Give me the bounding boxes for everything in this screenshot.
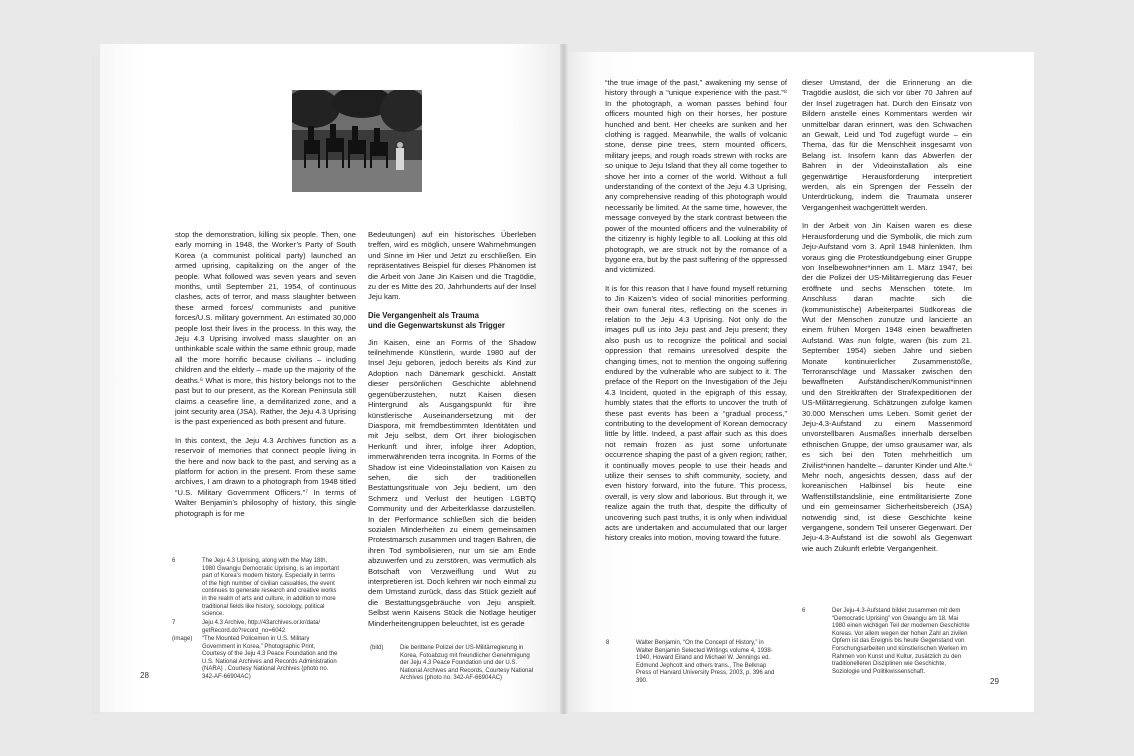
section-heading-line2: und die Gegenwartskunst als Trigger <box>368 321 505 331</box>
footnote-number: 6 <box>172 558 176 564</box>
right-col-english <box>605 78 787 552</box>
book-spine <box>560 44 568 714</box>
page-edges-left <box>92 56 100 714</box>
left-col2-para-1: Bedeutungen) auf ein historisches Überleben treffen, wird es möglich, unsere Wahrnehmungen und Sinne im Hier und Jetzt zu erschließen. Ein repräsentatives Beispiel für dieses Phänomen ist die Arbeit von Jane Jin Kaisen und die Tragödie, zu der es Mitte des 20. Jahrhunderts auf der Insel Jeju kam. <box>368 230 536 302</box>
left-col-english <box>175 230 356 527</box>
right-col2-para-2: In der Arbeit von Jin Kaisen waren es diese Herausforderung und die Symbolik, die mich zum Jeju-Aufstand vom 3. April 1948 hinlenkten. Ihm voraus ging die Protestkundgebung einer Gruppe von Inselbewohner*innen am 1. März 1947, bei der die Polizei der US-Militärregierung das Feuer eröffnete und sechs Menschen tötete. Im Anschluss daran machte sich die (kommunistische) Arbeiterpartei Südkoreas die Wut der Menschen zunutze und lancierte an einem frühen Morgen 1948 einen bewaffneten Aufstand. Was nun folgte, waren (bis zum 21. September 1954) sieben Jahre und sieben Monate kontinuierlicher Zusammenstöße, Terroranschläge und Massaker zwischen den bewaffneten Aufständischen/Kommunist*innen und den Streitkräften der Strafexpeditionen der US-Militärregierung. Schätzungen zufolge kamen 30.000 Menschen ums Leben. Somit geriet der Jeju-4.3-Aufstand zu einem Massenmord unvorstellbaren Ausmaßes innerhalb derselben ethnischen Gruppe, der umso grausamer war, als es sich bei den Toten mehrheitlich um Zivilist*innen handelte – darunter Kinder und Alte.⁶ Mehr noch, angesichts dessen, dass auf der koreanischen Halbinsel bis heute eine Waffenstillstandslinie, eine entmilitarisierte Zone und ein gemeinsamer Sicherheitsbereich (JSA) notwendig sind, ist diese Geschichte keine vergangene, sondern Teil unserer Gegenwart. Der Jeju-4.3-Aufstand ist die sowohl als Gegenwart wie auch Zukunft erlebte Vergangenheit. <box>802 221 972 553</box>
right-col-german <box>802 78 972 562</box>
left-col1-para-2: In this context, the Jeju 4.3 Archives function as a reservoir of memories that connect people living in the here and now back to the past, and serving as a platform for action in the present. From these same archives, I am drawn to a photograph from 1948 titled “U.S. Military Government Officers.”⁷ In terms of Walter Benjamin’s philosophy of history, this single photograph is for me <box>175 435 356 518</box>
image-credit <box>172 636 362 686</box>
footnote-6-german <box>802 608 972 688</box>
footnote-text: The Jeju 4.3 Uprising, along with the May 18th, 1980 Gwangju Democratic Uprising, is an important part of Korea’s modern history. Especially in terms of the high number of civilian casualties, the event continues to generate research and creative works in the realm of arts and culture, in addition to more traditional fields like history, sociology, political science. <box>202 558 340 618</box>
historical-photo-mounted-police <box>292 90 422 192</box>
footnote-number: 6 <box>802 608 806 614</box>
footnote-7 <box>172 620 362 636</box>
section-heading <box>368 311 536 332</box>
right-col1-para-2: It is for this reason that I have found myself returning to Jin Kaizen’s video of social minorities performing their own funeral rites, reflecting on the scenes in relation to the Jeju 4.3 Uprising. Not only do the images pull us into Jeju past and Jeju present; they also push us to recognize the political and social oppression that remains unresolved despite the changing times, not to mention the ongoing suffering endured by the vulnerable who are subject to it. The preface of the Report on the Investigation of the Jeju 4.3 Incident, quoted in the epigraph of this essay, humbly states that the efforts to uncover the truth of these past events has been a “gradual process,” contributing to the development of Korean democracy little by little. Indeed, a past affair such as this does not remain frozen as just some unfortunate occurrence shaping the past of a given region; rather, it continually moves people to use their heads and utilize their senses to shift community, society, and even history forward, into the future. This process, overall, is very slow and laborious. But through it, we realize again the truth that, despite the difficulty of uncovering such past truths, it is only when individual acts are undertaken and accumulated that our larger history creaks into motion, moving toward the future. <box>605 283 787 543</box>
page-number-right: 29 <box>990 677 999 686</box>
right-col1-para-1: “the true image of the past,” awakening my sense of history through a “unique experience with the past.”⁸ In the photograph, a woman passes behind four officers mounted high on their horses, her posture hunched and bent. Her cheeks are sunken and her clothing is ragged. Meanwhile, the walls of volcanic stone, dense pine trees, stern mounted officers, military jeeps, and rough roads strewn with rocks are so unique to Jeju Island that they all come together to shove her into a corner of the world. Without a full understanding of the context of the Jeju 4.3 Uprising, any comprehensive reading of this photograph would necessarily be limited. At the same time, however, the message conveyed by the stark contrast between the power of the mounted officers and the vulnerability of the citizenry is highly legible to all. Looking at this old photograph, we are struck not by the romance of a bygone era, but by the past suffering of the oppressed and victimized. <box>605 78 787 275</box>
footnote-text: “The Mounted Policemen in U.S. Military Government in Korea,” Photographic Print, Courtesy of the Jeju 4.3 Peace Foundation and the U.S. National Archives and Records Administration (NARA) , Courtesy National Archives (photo no. 342-AF-66904AC) <box>202 636 338 680</box>
left-col2-para-2: Jin Kaisen, eine an Forms of the Shadow teilnehmende Künstlerin, wurde 1980 auf der Insel Jeju geboren, jedoch bereits als Kind zur Adoption nach Dänemark geschickt. Anstatt dieser persönlichen Geschichte ablehnend gegenüberzustehen, nutzt Kaisen diesen Hintergrund als Ausgangspunkt für ihre künstlerische Auseinandersetzung mit der Diaspora, mit fremdbestimmten Identitäten und mit Jeju selbst, dem Ort ihrer biologischen Herkunft und ihrer, infolge ihrer Adoption, immerwährenden terra incognita. In Forms of the Shadow ist eine Videoinstallation von Kaisen zu sehen, die sich der traditionellen Bestattungsrituale von Jeju bedient, um den Schmerz und Verlust der heutigen LGBTQ Community und der Arbeiterklasse darzustellen. In der Performance schließen sich die beiden sozialen Minderheiten zu einem gemeinsamen Protestmarsch zusammen und tragen Bahren, die ihren Tod symbolisieren, nur um sie am Ende abzuwerfen und zu zerstören, was vermutlich als Botschaft von Verzweiflung und Wut zu interpretieren ist. Doch kehren wir noch einmal zu dem Umstand zurück, dass das Stück gezielt auf die Bestattungsgebräuche von Jeju anspielt. Selbst wenn Kaisens Stück die Notlage heutiger Minderheitengruppen beleuchtet, ist es gerade <box>368 337 536 628</box>
footnote-text: Walter Benjamin, “On the Concept of History,” in Walter Benjamin Selected Writings volume 4, 1938-1940, Howard Eiland and Michael W. Jennings ed. Edmund Jephcott and others trans., The Belknap Press of Harvard University Press, 2003, p. 396 and 390. <box>636 640 775 684</box>
caption-number: (bild) <box>370 645 384 651</box>
footnote-number: 7 <box>172 620 176 626</box>
footnote-6 <box>172 558 362 618</box>
left-col1-para-1: stop the demonstration, killing six people. Then, one early morning in 1948, the Worker’s Party of South Korea (a communist political party) launched an armed uprising, capitalizing on the anger of the people. What followed was seven years and seven months, until September 21, 1954, of continuous clashes, acts of terror, and mass slaughter between these armed forces/ communists and punitive forces/U.S. military government. An estimated 30,000 people lost their lives in the process. In this way, the Jeju 4.3 Uprising involved mass slaughter on an unthinkable scale within the same ethnic group, made all the more horrific because civilians – including children and the elderly – made up the majority of the deaths.⁶ What is more, this history belongs not to the past but to our present, as the Korean Peninsula still claims a ceasefire line, a demilitarized zone, and a joint security area (JSA). Rather, the Jeju 4.3 Uprising is the past experienced as both present and future. <box>175 230 356 427</box>
footnote-number: (image) <box>172 636 193 642</box>
right-col2-para-1: dieser Umstand, der die Erinnerung an die Tragödie auslöst, die sich vor über 70 Jahren auf der Insel zugetragen hat. Durch den Einsatz von Bildern anstelle eines Kommentars werden wir unmittelbar daran erinnert, was den Schwachen an Gewalt, Leid und Tod zugefügt wurde – ein Thema, das für die Menschheit insgesamt von Belang ist. Insofern kann das Abwerfen der Bahren in der Videoinstallation als eine gegenwärtige Herausforderung interpretiert werden, als ein Sprengen der Fesseln der Unterdrückung, indem die Traumata unserer Vergangenheit wachgerüttelt werden. <box>802 78 972 212</box>
footnote-8 <box>606 640 786 690</box>
section-heading-line1: Die Vergangenheit als Trauma <box>368 310 479 320</box>
left-col-german <box>368 230 536 637</box>
caption-text: Die berittene Polizei der US-Militärregierung in Korea, Fotoabzug mit freundlicher Genehmigung der Jeju 4.3 Peace Foundation und der U.S. National Archives and Records, Courtesy National Archives (photo no. 342-AF-66904AC) <box>400 645 534 682</box>
footnote-text: Der Jeju-4.3-Aufstand bildet zusammen mit dem “Democratic Uprising” von Gwangju am 18. Mai 1980 einen wichtigen Teil der modernen Geschichte Koreas. Vor allem wegen der hohen Zahl an zivilen Opfern ist das Ereignis bis heute Gegenstand von Forschungsarbeiten und künstlerischen Werken im Rahmen von Kunst und Kultur, zusätzlich zu den traditionelleren Disziplinen wie Geschichte, Soziologie und Politikwissenschaft. <box>832 608 970 675</box>
page-number-left: 28 <box>140 671 149 680</box>
footnote-number: 8 <box>606 640 610 646</box>
image-caption-german <box>370 645 540 685</box>
footnote-text: Jeju 4.3 Archive, http://43archives.or.kr/data/ getRecord.do?record_no=6042 <box>202 620 321 634</box>
